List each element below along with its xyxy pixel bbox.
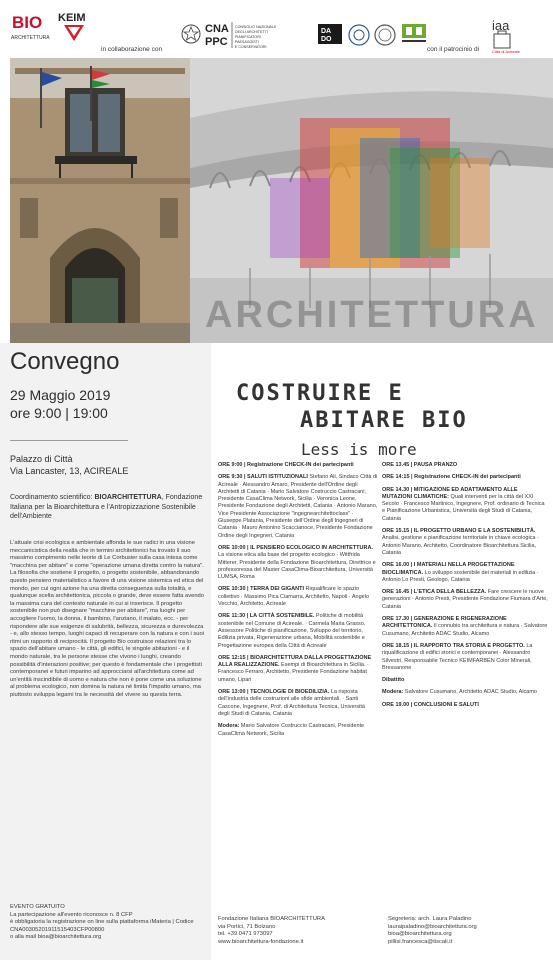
programme-item-head: ORE 11:30 | LA CITTÀ SOSTENIBILE. [218,613,315,620]
footer-a-line1: Fondazione Italiana BIOARCHITETTURA [218,916,325,922]
programme-item [218,613,378,649]
svg-text:DO: DO [321,36,332,43]
event-time: ore 9:00 | 19:00 [10,405,108,421]
footer-b-line2[interactable]: lauraipaladino@bioarchitettura.org [388,923,477,930]
programme-item [382,528,548,557]
programme-item-body: Salvatore Cusumano, Architetto ADAC Studio, Alcamo [403,689,537,696]
programme-item-body: La riqualificazione di edifici storici e contemporanei · Alessandro Silvestri, Responsabile Tecnico KEIMFARBEN Color Minerali, Bressanone [382,642,533,671]
footer-a-line4[interactable]: www.bioarchitettura-fondazione.it [218,938,304,945]
programme-item-head: Modera: [382,689,404,696]
footer-b-line4[interactable]: pillisi.francesca@tiscali.it [388,938,453,945]
evento-title: EVENTO GRATUITO [10,904,65,910]
programme-item [382,474,548,481]
programme-item [382,689,548,696]
programme-item-head: ORE 13:00 | TECNOLOGIE DI BIOEDILIZIA. [218,689,330,696]
programme-item [218,655,378,684]
dado-logo [318,24,342,44]
evento-line2: è obbligatoria la registrazione on line sulla piattaforma iMateria | Codice CNA00305201911515403CFP00800 [10,919,194,933]
svg-text:PAESAGGISTI: PAESAGGISTI [235,40,259,44]
footer-segreteria [388,916,548,946]
programme-item-head: ORE 14:15 | Registrazione CHECK-IN dei partecipanti [382,474,521,481]
programme-item [382,677,548,684]
programme-item [382,702,548,709]
header-logos [0,0,553,58]
footer-b-line3[interactable]: bioa@bioarchitettura.org [388,931,452,937]
svg-text:PPC: PPC [205,36,228,48]
programme-item-head: ORE 9:30 | SALUTI ISTITUZIONALI [218,474,308,481]
title-line1: COSTRUIRE E [236,381,404,406]
programme-item-head: Dibattito [382,677,405,684]
programme-item [382,562,548,584]
programme-item-head: ORE 16.00 | I MATERIALI NELLA PROGETTAZIONE BIOCLIMATICA. [382,562,515,576]
programme-item-head: ORE 10:30 | TERRA DEI GIGANTI [218,586,304,593]
green-building-logo [400,22,428,46]
svg-text:CONSIGLIO NAZIONALE: CONSIGLIO NAZIONALE [235,25,277,29]
programme-item [382,616,548,638]
programme-item-body: Esempi di Bioarchitettura in Sicilia. · Francesco Ferraro, Architetto, Presidente Fondazione habitat umano, Lipari [218,662,369,683]
programme-item [218,462,378,469]
facade-drawing [10,58,190,343]
logo-bio-text: BIO [12,13,43,32]
keim-logo [56,10,92,42]
programme-item-body: Analisi, gestione e pianificazione territoriale in chiave ecologica · Antonio Marano, Architetto, Coordinatore Bioarchitettura Sicilia, Catania [382,535,539,556]
divider [10,440,128,441]
footer-a-line2: via Portici, 71 Bolzano [218,923,276,930]
programme-item-body: Quali interventi per la città del XXI Secolo · Francesco Martinico, Ingegnere, Prof. ordinario di Tecnica e Pianificazione Urbanistica, Università degli Studi di Catania, Catania [382,493,545,522]
programme-item-body: Stefano Ali, Sindaco Città di Acireale · Alessandro Amaro, Presidente dell'Ordine degli Architetti di Catania · Mario Salvatore Costruccio Castracani, Presidente CasaClima Network, Sicilia · Veronica Leone, Presidente Fondazione degli Architetti, Catania · Antonio Marano, Vice Presidente Associazione "ingegnearchitettoclass" · Giuseppe Platania, Presidente dell'Ordine degli Ingegneri di Catania · Mauro Antonino Scaccianoce, Presidente Fondazione Ordine degli Ingegneri, Catania [218,474,378,539]
logo-keim-text: KEIM [58,12,86,24]
programme-item [218,545,378,581]
svg-text:DEGLI ARCHITETTI: DEGLI ARCHITETTI [235,30,268,34]
logo-iaa-text: iaa [492,18,510,33]
cnappc-logo [205,20,315,50]
patrocinio-label: con il patrocinio di [427,46,480,53]
programme-item-body: Il connubio tra architettura e natura · Salvatore Cusumano, Architetto ADAC Studio, Alcamo [382,623,548,637]
programme-item [382,487,548,523]
programme-item [382,589,548,611]
evento-info [10,904,206,942]
programme-item-head: ORE 14.30 | MITIGAZIONE ED ADATTAMENTO ALLE MUTAZIONI CLIMATICHE: [382,486,518,500]
programme-item-head: ORE 16.45 | L'ETICA DELLA BELLEZZA. [382,589,487,596]
svg-text:CNA: CNA [205,23,229,35]
programme-morning [218,462,378,743]
programme-item-body: Politiche di mobilità sostenibile nel Comune di Acireale. · Carmela Maria Grasso, Assessore Politiche di pianificazione, Sviluppo del territorio, Edilizia privata, Rigenerazione urbana, Mobilità sostenibile e Progettazione europea della Città di Acireale [218,613,366,649]
footer-a-line3: tel. +39 0471 973097 [218,931,273,937]
programme-item-head: ORE 17.30 | GENERAZIONE E RIGENERAZIONE ARCHITETTONICA. [382,616,507,630]
architettura-overlay-text: ARCHITETTURA [205,294,539,336]
programme-item-head: ORE 12:15 | BIOARCHITETTURA DALLA PROGETTAZIONE ALLA REALIZZAZIONE. [218,654,372,669]
venue-address: Via Lancaster, 13, ACIREALE [10,466,129,476]
event-date: 29 Maggio 2019 [10,387,111,403]
logo-acireale-text: Città di Acireale [492,49,520,54]
fondazione-seal-icon [374,24,396,46]
programme-item-body: La visione etica alla base del progetto ecologico · Wittfrida Mitterer, Presidente della Fondazione Bioarchitettura, Direttrice e professoressa del Master CasaClima-Bioarchitettura, Università LUMSA, Roma [218,552,376,581]
programme-item-head: ORE 9:00 | Registrazione CHECK-IN dei partecipanti [218,462,354,468]
coord-rest: , Fondazione Italiana per la Bioarchitettura e l'Antropizzazione Sostenibile dell'Ambiente [10,494,203,520]
evento-line3: o alla mail bioa@bioarchitettura.org [10,934,102,941]
programme-item [382,462,548,469]
repubblica-emblem-icon [180,22,202,46]
iaa-logo [490,18,540,54]
footer-fondazione [218,916,378,946]
svg-text:PIANIFICATORI: PIANIFICATORI [235,35,261,39]
programme-item [218,689,378,718]
venue-name: Palazzo di Città [10,454,73,464]
title-subtitle: Less is more [301,440,417,459]
programme-item-head: ORE 18.15 | IL RAPPORTO TRA STORIA E PROGETTO. [382,642,525,649]
logo-bio-sub: ARCHITETTURA [11,35,50,41]
bioarchitettura-logo [10,10,50,42]
programme-item [218,474,378,540]
programme-item-body: Fare crescere le nuove generazioni · Antonio Presti, Presidente Fondazione Fiumara d'Arte, Catania [382,589,548,610]
programme-item [218,586,378,608]
programme-item [382,643,548,672]
programme-item-body: Lo sviluppo sostenibile dei materiali in edilizia · Antonio Lo Presti, Geologo, Catania [382,569,539,583]
programme-item [218,723,378,738]
footer-b-line1: Segreteria: arch. Laura Paladino [388,916,472,922]
coord-label: Coordinamento scientifico: [10,494,93,501]
programme-item-head: ORE 15.15 | IL PROGETTO URBANO E LA SOSTENIBILITÀ. [382,528,536,535]
programme-item-head: Modera: [218,723,240,730]
intro-text: L'attuale crisi ecologica e ambientale affonda le sue radici in una visione meccanicistica della realtà che in termini architettonici ha trovato il suo massimo compimento nelle teorie di Le Corbusier sulla casa intesa come "macchina per abitare" e come "operazione umana diretta contro la natura". La filosofia che sostiene il progetto, o progetto sostenibile, abbandonando questo pensiero materialistico a favore di una visione sistemica ed etica del mondo, per cui ogni azione ha una diretta conseguenza sulla totalità, e qualunque scelta architettonica, piccola o grande, deve essere fatta avendo la massima cura del contesto naturale in cui si inserisce. Il progetto sostenibile non può disegnare "macchine per abitare", ma luoghi per accogliere l'uomo, la donna, il bambino, l'anziano, il malato, ecc. - per rispondere alle sue esigenze di salubrità, bellezza, sicurezza e durevolezza - e, allo stesso tempo, luoghi capaci di recuperare con la natura e con i suoi ritmi un rapporto di reciprocità. Il progetto Bio costruisce relazioni tra lo spazio dell'abitare umano - le città, gli edifici, le singole abitazioni - e il mondo naturale, tra le persone stesse che vivono i luoghi, creando possibilità d'interazioni positive; per questo è fondamentale che i progettisti contemporanei e futuri imparino ad approcciarsi all'architettura come ad un'entità inscindibile di uomo e natura che non è pone come una soluzione al problema ecologico, non domina la natura né limita l'impatto umano, ma piuttosto sviluppa legami tra le necessità del vivere su questa terra. [10,540,205,698]
collab-label: in collaborazione con [101,46,163,53]
coord-org: BIOARCHITETTURA [94,494,162,501]
programme-item-head: ORE 19.00 | CONCLUSIONI E SALUTI [382,701,479,708]
svg-text:DA: DA [321,28,332,35]
svg-text:E CONSERVATORI: E CONSERVATORI [235,45,267,49]
programme-item-body: Riqualificare lo spazio collettivo · Massimo Pica Ciamarra, Architetto, Napoli · Angelo Vecchio, Architetto, Acireale [218,586,370,608]
programme-item-head: ORE 10:00 | IL PENSIERO ECOLOGICO IN ARCHITETTURA. [218,544,373,551]
evento-line1: La partecipazione all'evento riconosce n. 8 CFP [10,911,133,918]
programme-item-head: ORE 13.45 | PAUSA PRANZO [382,462,458,468]
coordination [10,493,206,522]
hero-photo [10,58,553,343]
title-line2: ABITARE BIO [300,408,468,433]
programme-afternoon [382,462,548,714]
programme-item-body: Mario Salvatore Costruccio Castracani, Presidente CasaClima Network, Sicilia [218,723,365,737]
convegno-label: Convegno [10,348,120,375]
ordine-ingegneri-seal-icon [348,24,370,46]
palazzo-facade-photo [10,58,190,343]
programme-item-body: La risposta dell'industria delle costruzioni alle sfide ambientali. · Santi Cascone, Ingegnere, Prof. di Architettura Tecnica, Università degli Studi di Catania, Catania [218,689,365,717]
